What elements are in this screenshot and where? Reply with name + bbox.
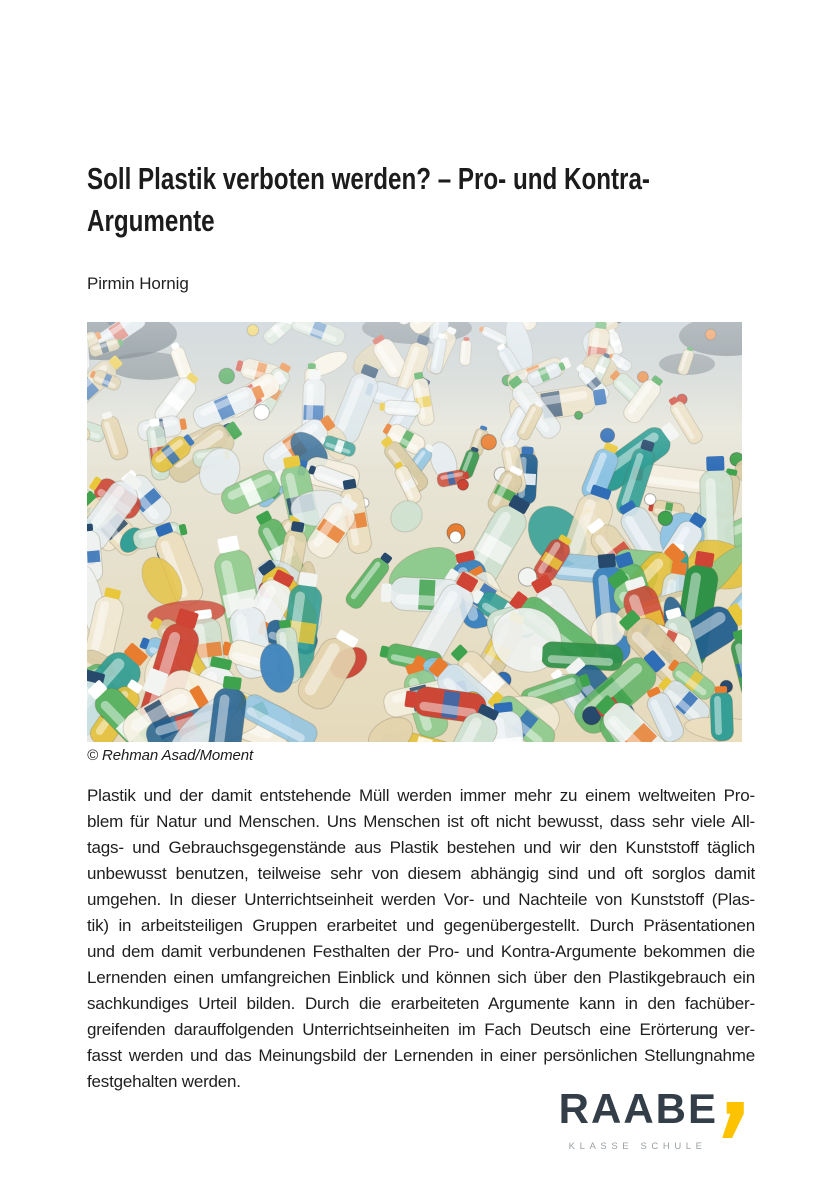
paragraph-line: unbewusst benutzen, teilweise sehr von diesem abhängig sind und oft sorglos damit <box>87 864 755 883</box>
raabe-wordmark: RAABE <box>558 1085 718 1132</box>
photo-haze-overlay <box>87 322 742 472</box>
paragraph-line: greifenden darauffolgenden Unterrichtseinheiten im Fach Deutsch eine Erörterung ver- <box>87 1020 755 1039</box>
photo-credit: © Rehman Asad/Moment <box>87 747 254 764</box>
logo-tagline: KLASSE SCHULE <box>568 1141 707 1152</box>
logo-comma-icon <box>722 1102 744 1138</box>
paragraph-line: Lernenden einen umfangreichen Einblick und können sich über den Plastikgebrauch ein <box>87 968 755 987</box>
paragraph-line: festgehalten werden. <box>87 1072 241 1091</box>
page-title-line-1: Soll Plastik verboten werden? – Pro- und Kontra- <box>87 161 650 196</box>
intro-paragraph <box>87 783 755 1095</box>
paragraph-line: und dem damit verbundenen Festhalten der Pro- und Kontra-Argumente bekommen die <box>87 942 755 961</box>
plastic-pile-illustration <box>87 322 742 742</box>
paragraph-line: fasst werden und das Meinungsbild der Lernenden in einer persönlichen Stellungnahme <box>87 1046 755 1065</box>
paragraph-line: blem für Natur und Menschen. Uns Menschen ist oft nicht bewusst, dass sehr viele All- <box>87 812 755 831</box>
page-title <box>87 158 742 242</box>
page-title-line-2: Argumente <box>87 203 215 238</box>
raabe-logo-row <box>558 1085 744 1138</box>
paragraph-line: tags- und Gebrauchsgegenstände aus Plastik bestehen und wir den Kunststoff täglich <box>87 838 755 857</box>
paragraph-line: umgehen. In dieser Unterrichtseinheit werden Vor- und Nachteile von Kunststoff (Plas- <box>87 890 755 909</box>
paragraph-line: sachkundiges Urteil bilden. Durch die erarbeiteten Argumente kann in den fachüber- <box>87 994 755 1013</box>
raabe-logo <box>558 1085 744 1152</box>
plastic-bottles-photo <box>87 322 742 742</box>
author-name: Pirmin Hornig <box>87 274 189 293</box>
logo-comma-shape <box>722 1102 744 1138</box>
paragraph-line: Plastik und der damit entstehende Müll werden immer mehr zu einem weltweiten Pro- <box>87 786 755 805</box>
paragraph-line: tik) in arbeitsteiligen Gruppen erarbeitet und gegenübergestellt. Durch Präsentationen <box>87 916 755 935</box>
